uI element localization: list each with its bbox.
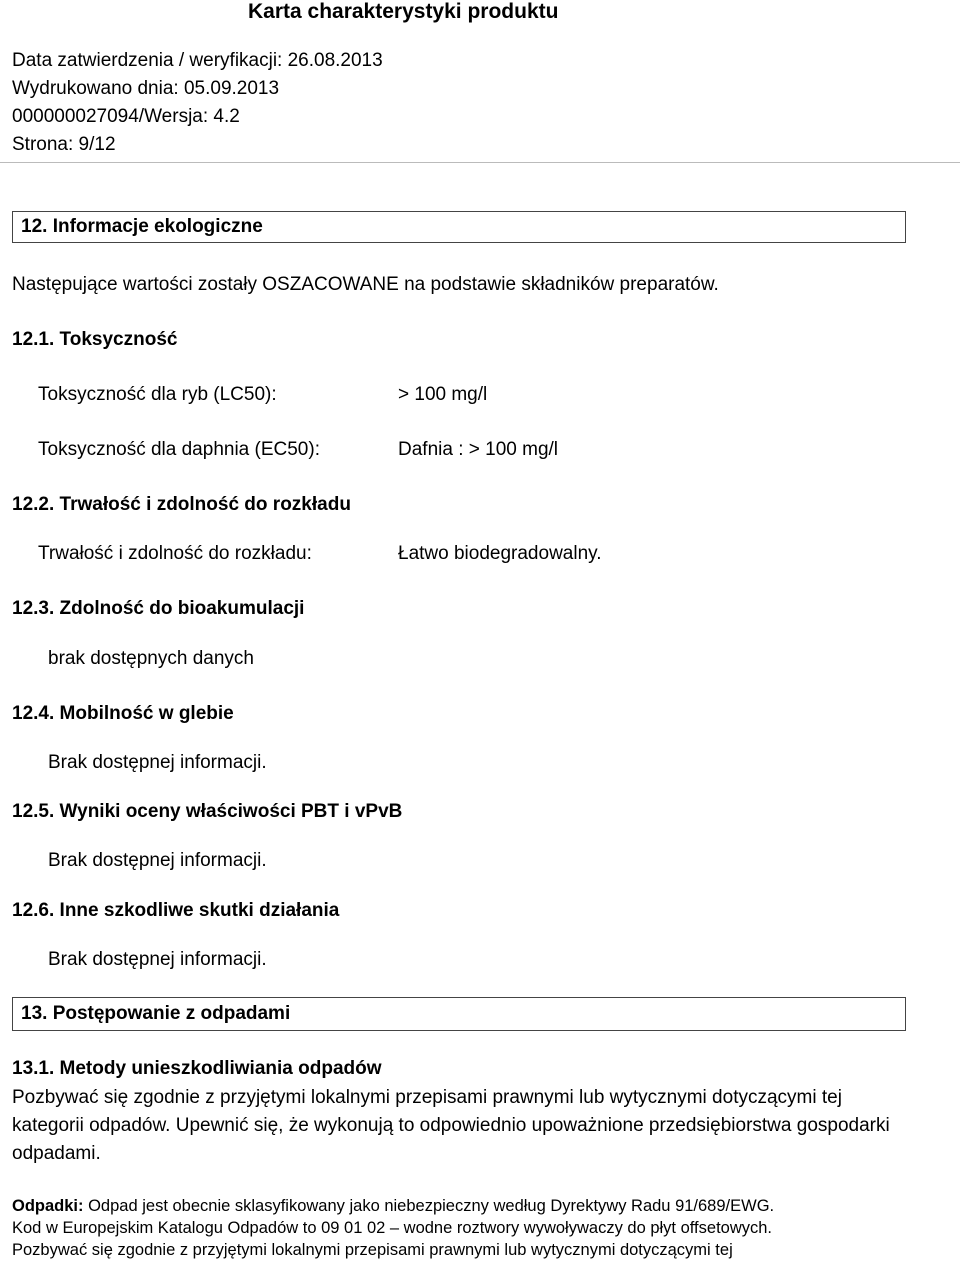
- subsection-12-4-heading: 12.4. Mobilność w glebie: [12, 703, 234, 724]
- waste-text: Odpad jest obecnie sklasyfikowany jako niebezpieczny według Dyrektywy Radu 91/689/EWG.: [83, 1197, 775, 1215]
- subsection-12-1-heading: 12.1. Toksyczność: [12, 329, 178, 350]
- mobility-text: Brak dostępnej informacji.: [48, 752, 267, 773]
- degradability-value: Łatwo biodegradowalny.: [398, 543, 602, 564]
- pbt-text: Brak dostępnej informacji.: [48, 850, 267, 871]
- page-number: Strona: 9/12: [12, 134, 116, 155]
- subsection-12-6-heading: 12.6. Inne szkodliwe skutki działania: [12, 900, 340, 921]
- waste-label: Odpadki:: [12, 1197, 84, 1215]
- degradability-label: Trwałość i zdolność do rozkładu:: [38, 543, 312, 564]
- section-12-box: [12, 211, 906, 243]
- waste-classification: [12, 1195, 952, 1217]
- toxicity-daphnia-label: Toksyczność dla daphnia (EC50):: [38, 439, 320, 460]
- approval-date: Data zatwierdzenia / weryfikacji: 26.08.2013: [12, 50, 383, 71]
- section-12-heading: 12. Informacje ekologiczne: [21, 216, 263, 237]
- subsection-13-1-heading: 13.1. Metody unieszkodliwiania odpadów: [12, 1058, 382, 1079]
- subsection-12-3-heading: 12.3. Zdolność do bioakumulacji: [12, 598, 305, 619]
- section-13-box: [12, 997, 906, 1031]
- section-12-intro: Następujące wartości zostały OSZACOWANE na podstawie składników preparatów.: [12, 274, 719, 295]
- document-title: Karta charakterystyki produktu: [248, 0, 559, 23]
- waste-catalog-code: Kod w Europejskim Katalogu Odpadów to 09 01 02 – wodne roztwory wywoływaczy do płyt offsetowych.: [12, 1219, 773, 1237]
- toxicity-fish-value: > 100 mg/l: [398, 384, 488, 405]
- print-date: Wydrukowano dnia: 05.09.2013: [12, 78, 280, 99]
- subsection-12-5-heading: 12.5. Wyniki oceny właściwości PBT i vPvB: [12, 801, 403, 822]
- disposal-methods-text: Pozbywać się zgodnie z przyjętymi lokalnymi przepisami prawnymi lub wytycznymi dotyczącymi tej kategorii odpadów. Upewnić się, że wykonują to odpowiednio upoważnione przedsiębiorstwa gospodarki odpadami.: [12, 1087, 890, 1164]
- section-13-heading: 13. Postępowanie z odpadami: [21, 1003, 291, 1024]
- other-effects-text: Brak dostępnej informacji.: [48, 949, 267, 970]
- bioaccumulation-text: brak dostępnych danych: [48, 648, 254, 669]
- id-version: 000000027094/Wersja: 4.2: [12, 106, 240, 127]
- header-divider: [0, 162, 960, 163]
- toxicity-daphnia-value: Dafnia : > 100 mg/l: [398, 439, 559, 460]
- toxicity-fish-label: Toksyczność dla ryb (LC50):: [38, 384, 277, 405]
- disposal-note: Pozbywać się zgodnie z przyjętymi lokalnymi przepisami prawnymi lub wytycznymi dotyczącymi tej: [12, 1241, 733, 1259]
- subsection-12-2-heading: 12.2. Trwałość i zdolność do rozkładu: [12, 494, 351, 515]
